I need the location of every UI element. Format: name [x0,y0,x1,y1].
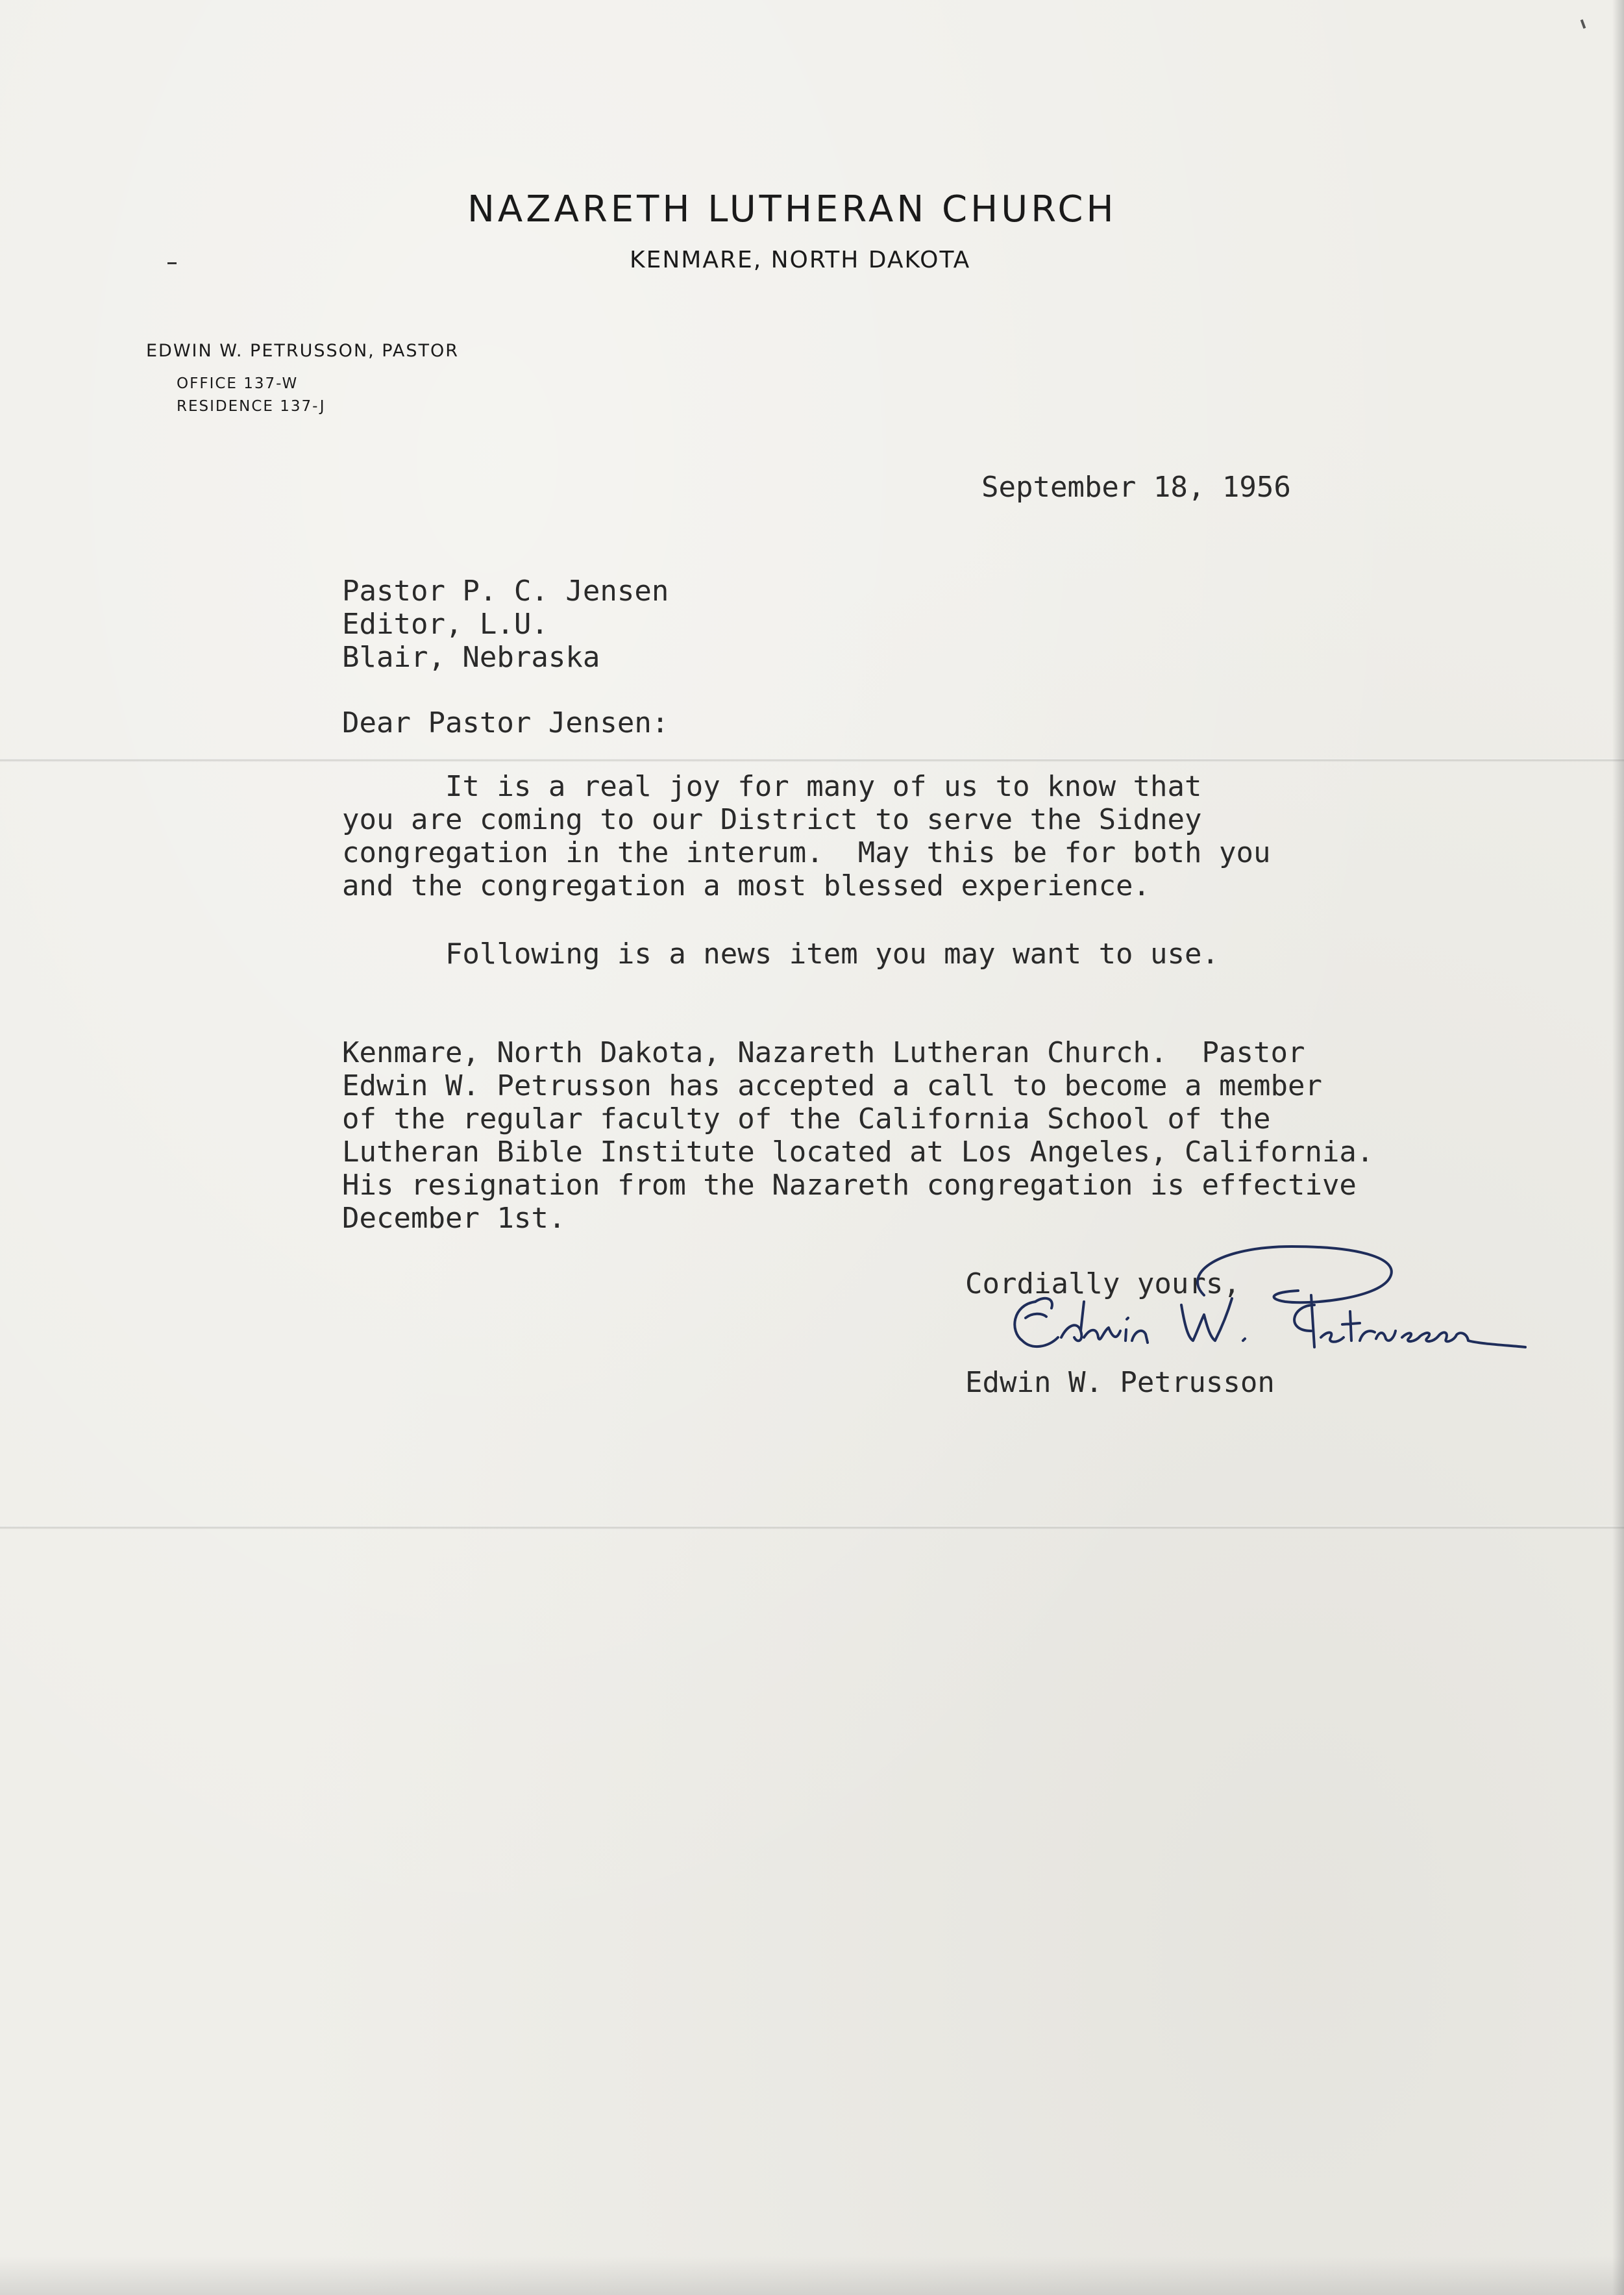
letterhead-office-phone: OFFICE 137-W [177,375,299,392]
body-paragraph-1: It is a real joy for many of us to know that you are coming to our District to serve the Sidney congregation in the interum. May this be for both you and the congregation a most blessed experience. [342,770,1271,902]
salutation: Dear Pastor Jensen: [342,706,669,739]
letterhead-pastor: EDWIN W. PETRUSSON, PASTOR [146,341,459,361]
recipient-address: Pastor P. C. Jensen Editor, L.U. Blair, Nebraska [342,575,669,674]
letterhead-church-name: NAZARETH LUTHERAN CHURCH [467,188,1117,230]
letter-date: September 18, 1956 [981,471,1291,504]
page-edge-shadow [0,2256,1624,2295]
typed-signature-name: Edwin W. Petrusson [965,1366,1275,1399]
letterhead-residence-phone: RESIDENCE 137-J [177,398,326,415]
letterhead-location: KENMARE, NORTH DAKOTA [630,247,971,273]
closing: Cordially yours, [965,1267,1240,1300]
page-edge-shadow [1612,0,1624,2295]
paper-fold-line [0,758,1624,762]
letterhead-dash [167,262,177,264]
corner-mark [1581,19,1586,29]
paper-fold-line [0,1526,1624,1530]
news-item-paragraph: Kenmare, North Dakota, Nazareth Lutheran Church. Pastor Edwin W. Petrusson has accepted a call to become a member of the regular faculty of the California School of the Lutheran Bible Institute located at Los Angeles, California. His resignation from the Nazareth congregation is effective December 1st. [342,1036,1374,1235]
handwritten-signature [987,1234,1532,1383]
body-paragraph-2: Following is a news item you may want to use. [342,937,1220,971]
